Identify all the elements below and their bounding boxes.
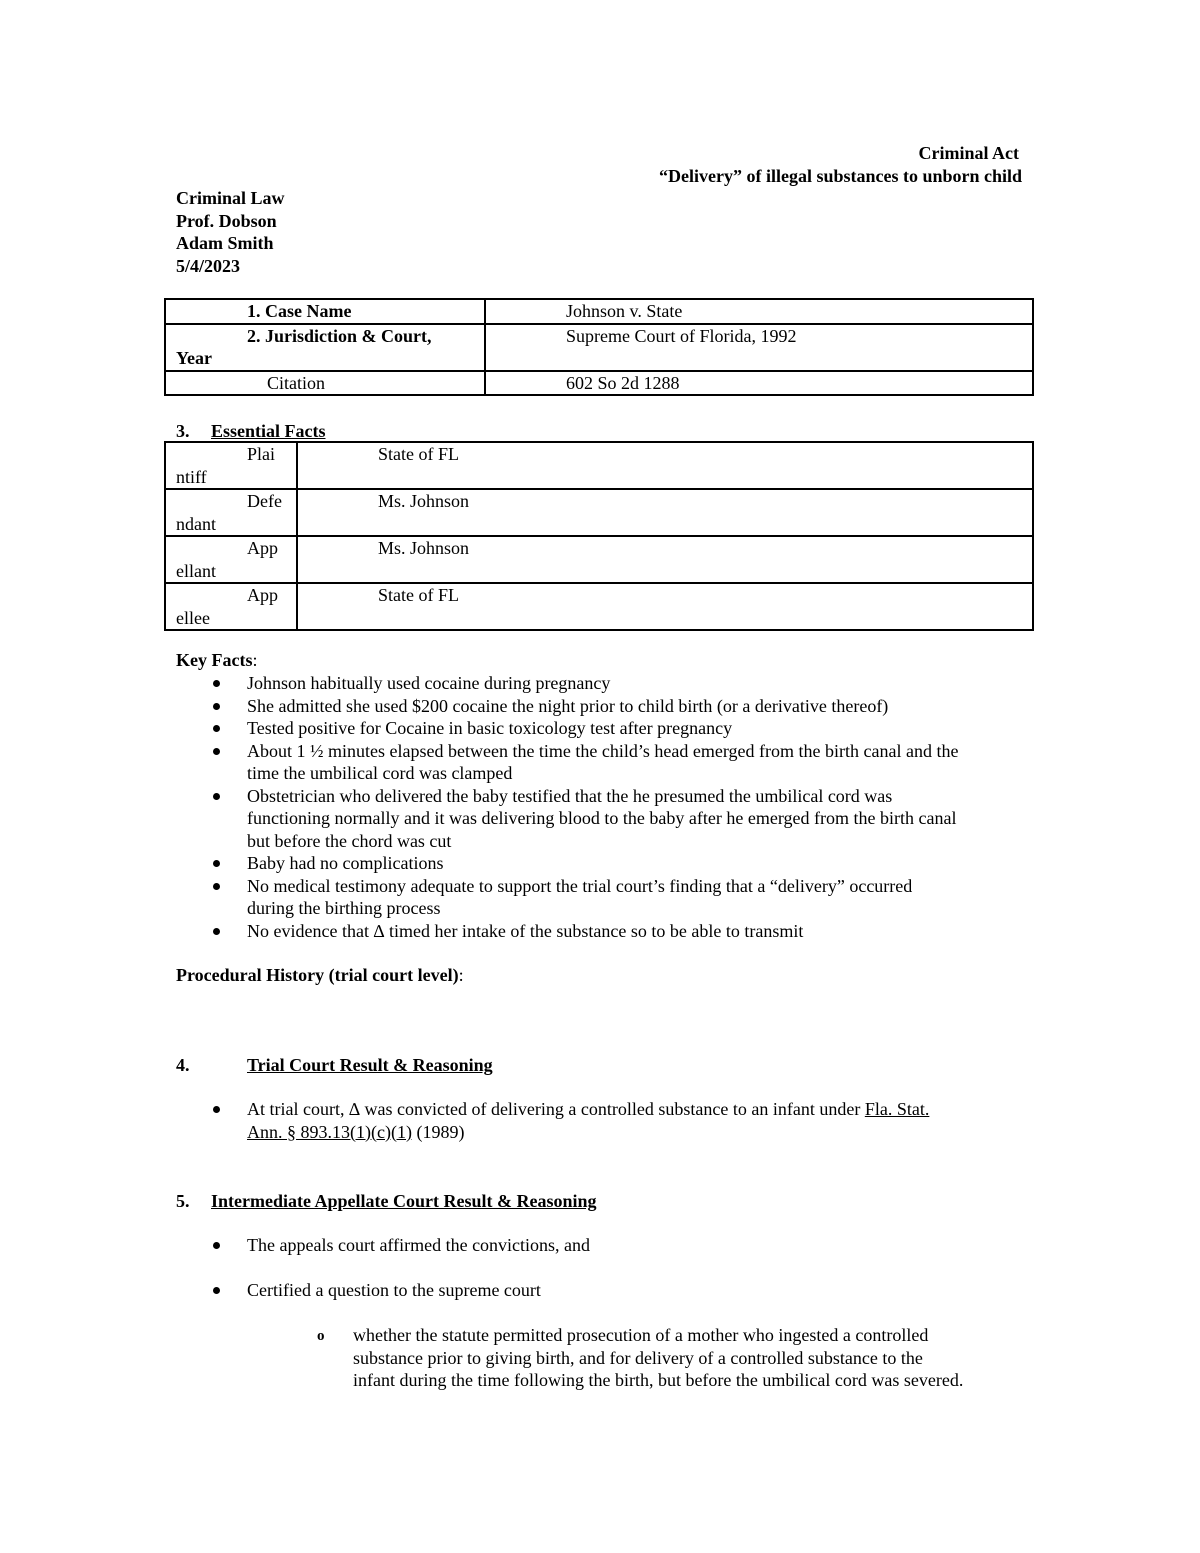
list-item: She admitted she used $200 cocaine the night prior to child birth (or a derivative thereof) bbox=[176, 695, 1036, 718]
list-item: About 1 ½ minutes elapsed between the time the child’s head emerged from the birth canal and the time the umbilical cord was clamped bbox=[176, 740, 1036, 785]
party-row bbox=[165, 536, 1033, 583]
party-row bbox=[165, 489, 1033, 536]
party-label: App bbox=[247, 538, 278, 558]
jurisdiction-value: Supreme Court of Florida, 1992 bbox=[566, 325, 797, 346]
professor-name: Prof. Dobson bbox=[176, 211, 277, 231]
party-value: State of FL bbox=[378, 585, 459, 605]
document-title: Criminal Act bbox=[918, 143, 1019, 163]
certified-question: whether the statute permitted prosecution of a mother who ingested a controlled substance prior to giving birth, and for delivery of a controlled substance to the infant during the time following the birth, but before the umbilical cord was severed. bbox=[353, 1325, 964, 1390]
case-name-label: 1. Case Name bbox=[247, 301, 352, 321]
trial-court-list bbox=[176, 1098, 1036, 1143]
key-facts-heading-line bbox=[176, 649, 258, 672]
party-label-cont: ellee bbox=[176, 607, 210, 628]
essential-facts-heading: Essential Facts bbox=[211, 421, 326, 441]
party-row bbox=[165, 583, 1033, 630]
bullet-icon bbox=[213, 1242, 220, 1249]
bullet-icon bbox=[213, 725, 220, 732]
list-item: Certified a question to the supreme court bbox=[176, 1279, 1036, 1302]
party-label-cont: ndant bbox=[176, 513, 216, 534]
statute-reference: Fla. Stat. bbox=[864, 1099, 930, 1119]
party-value: Ms. Johnson bbox=[378, 491, 470, 511]
key-facts-heading: Key Facts bbox=[176, 650, 253, 670]
party-label-cont: ntiff bbox=[176, 466, 207, 487]
bullet-icon bbox=[213, 860, 220, 867]
essential-facts-number: 3. bbox=[176, 421, 190, 441]
case-info-table bbox=[164, 298, 1034, 396]
jurisdiction-label-year: Year bbox=[176, 348, 212, 368]
list-item: At trial court, ∆ was convicted of delivering a controlled substance to an infant under Fla. Stat. Ann. § 893.13(1)(c)(1) (1989) bbox=[176, 1098, 1036, 1143]
party-value: State of FL bbox=[378, 444, 459, 464]
document-subtitle: “Delivery” of illegal substances to unborn child bbox=[658, 166, 1022, 186]
jurisdiction-label: 2. Jurisdiction & Court, bbox=[247, 325, 432, 346]
list-item: Obstetrician who delivered the baby testified that the he presumed the umbilical cord was functioning normally and it was delivering blood to the baby after he emerged from the birth canal but before the chord was cut bbox=[176, 785, 1036, 853]
bullet-icon bbox=[213, 883, 220, 890]
key-facts-list bbox=[176, 672, 1036, 942]
sub-bullet-marker: o bbox=[317, 1328, 325, 1344]
student-name: Adam Smith bbox=[176, 233, 274, 253]
course-name: Criminal Law bbox=[176, 188, 285, 208]
appellate-court-list bbox=[176, 1234, 1036, 1257]
party-label-cont: ellant bbox=[176, 560, 216, 581]
procedural-history-heading: Procedural History (trial court level) bbox=[176, 965, 459, 985]
key-facts-colon: : bbox=[252, 650, 258, 670]
appellate-court-number: 5. bbox=[176, 1191, 190, 1211]
list-item: Baby had no complications bbox=[176, 852, 1036, 875]
party-row bbox=[165, 442, 1033, 489]
list-item: No evidence that ∆ timed her intake of the substance so to be able to transmit bbox=[176, 920, 1036, 943]
bullet-icon bbox=[213, 748, 220, 755]
party-label: Defe bbox=[247, 491, 282, 511]
trial-court-number: 4. bbox=[176, 1055, 190, 1075]
list-item: The appeals court affirmed the convictions, and bbox=[176, 1234, 1036, 1257]
citation-label: Citation bbox=[267, 372, 325, 393]
bullet-icon bbox=[213, 793, 220, 800]
procedural-history-line bbox=[176, 964, 464, 987]
document-date: 5/4/2023 bbox=[176, 256, 241, 276]
bullet-icon bbox=[213, 928, 220, 935]
bullet-icon bbox=[213, 1106, 220, 1113]
appellate-court-list-2 bbox=[176, 1279, 1036, 1302]
appellate-court-heading: Intermediate Appellate Court Result & Reasoning bbox=[211, 1191, 597, 1211]
statute-reference-cont: Ann. § 893.13(1)(c)(1) bbox=[247, 1121, 412, 1142]
bullet-icon bbox=[213, 680, 220, 687]
case-name-value: Johnson v. State bbox=[566, 301, 683, 321]
party-label: Plai bbox=[247, 444, 276, 464]
parties-table bbox=[164, 441, 1034, 631]
list-item: No medical testimony adequate to support the trial court’s finding that a “delivery” occurred during the birthing process bbox=[176, 875, 1036, 920]
procedural-history-colon: : bbox=[458, 965, 464, 985]
trial-court-heading: Trial Court Result & Reasoning bbox=[247, 1055, 493, 1075]
bullet-icon bbox=[213, 1287, 220, 1294]
citation-value: 602 So 2d 1288 bbox=[566, 372, 680, 393]
party-label: App bbox=[247, 585, 278, 605]
bullet-icon bbox=[213, 703, 220, 710]
list-item: Tested positive for Cocaine in basic toxicology test after pregnancy bbox=[176, 717, 1036, 740]
list-item: Johnson habitually used cocaine during pregnancy bbox=[176, 672, 1036, 695]
party-value: Ms. Johnson bbox=[378, 538, 470, 558]
